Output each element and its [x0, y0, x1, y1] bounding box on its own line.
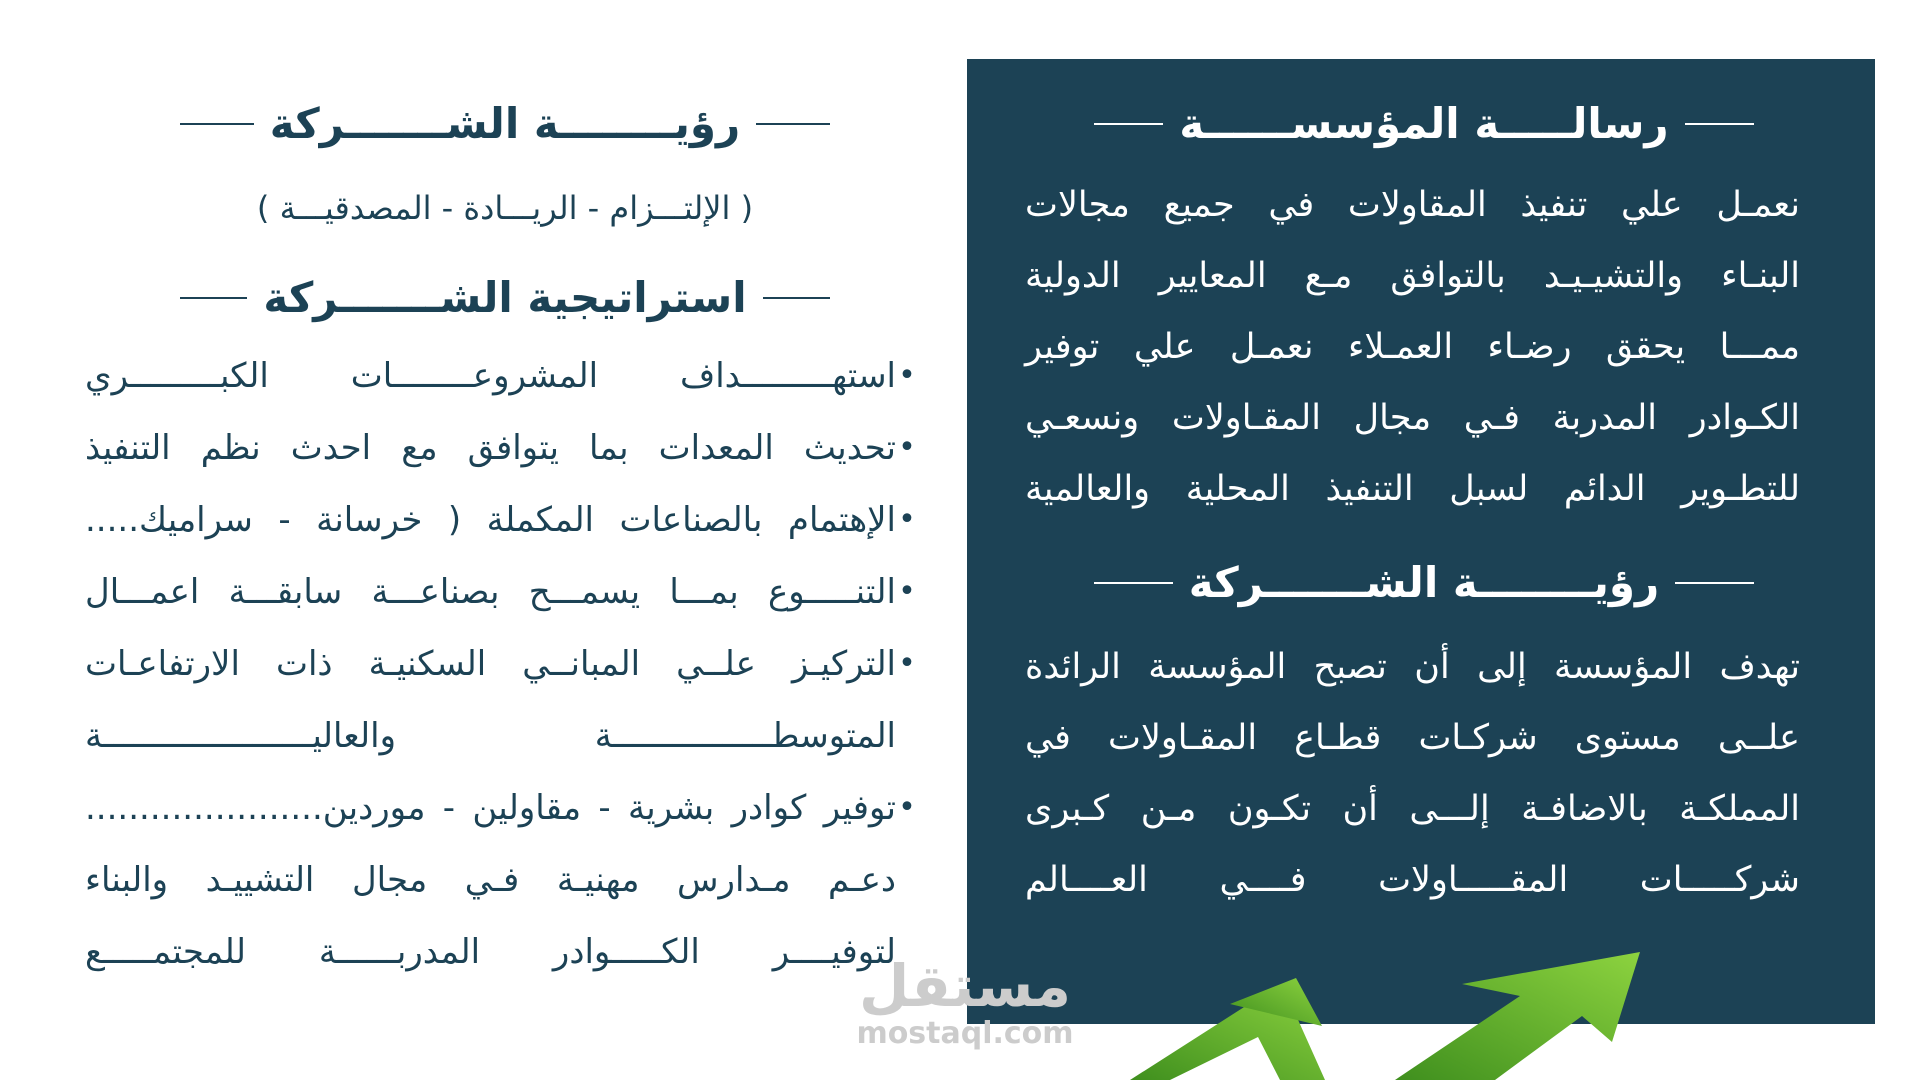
strategy-item-text: استهـــــــــداف المشروعــــــــات الكبـــــــــري [85, 356, 896, 396]
strategy-title: استراتيجية الشـــــــركة [263, 273, 747, 322]
strategy-item [85, 340, 918, 412]
company-values: ( الإلتـــزام - الريـــادة - المصدقيـــة ) [256, 189, 754, 227]
strategy-item-text: تحديث المعدات بما يتوافق مع احدث نظم التنفيذ [85, 428, 896, 468]
growth-arrows [1100, 940, 1700, 1080]
strategy-item-text: الإهتمام بالصناعات المكملة ( خرسانة - سراميك..... [85, 500, 896, 540]
heading-rule [1094, 123, 1163, 125]
strategy-item [85, 844, 918, 916]
mission-text [1025, 170, 1800, 525]
strategy-item [85, 556, 918, 628]
growth-arrow-icon [1395, 952, 1640, 1080]
strategy-item-continuation [85, 700, 918, 772]
strategy-item-text: التنـــــوع بمـــا يسمـــح بصناعـــة سابقـــة اعمـــال [85, 572, 896, 612]
vision-title-right: رؤيــــــــة الشـــــــركة [1188, 558, 1660, 607]
watermark-logo: مستقل [858, 952, 1072, 1020]
vision-heading-right [1094, 558, 1754, 608]
bullet: • [898, 790, 916, 825]
mission-line: للتطـوير الدائم لسبل التنفيذ المحلية والعالمية [1025, 469, 1800, 509]
strategy-item-text: توفير كوادر بشرية - مقاولين - موردين...................... [85, 788, 896, 828]
strategy-list [85, 340, 918, 988]
watermark-url: mostaql.com [856, 1016, 1074, 1051]
vision-line: المملكـة بالاضافـة إلـــى أن تكـون مـن كـبرى [1025, 789, 1800, 829]
strategy-item-continuation [85, 916, 918, 988]
vision-heading-left [180, 99, 830, 149]
heading-rule [763, 297, 830, 299]
heading-rule [756, 123, 830, 125]
vision-text [1025, 632, 1800, 916]
mission-line: نعمـل علي تنفيذ المقاولات في جميع مجالات [1025, 185, 1800, 225]
heading-rule [180, 123, 254, 125]
strategy-heading [180, 273, 830, 323]
vision-line: تهدف المؤسسة إلى أن تصبح المؤسسة الرائدة [1025, 647, 1800, 687]
watermark [840, 952, 1090, 1051]
heading-rule [180, 297, 247, 299]
strategy-item-text: المتوسطــــــــــــــــة والعاليـــــــــــــــــــــة [85, 716, 896, 756]
vision-title-left: رؤيــــــــة الشـــــــركة [269, 99, 741, 148]
strategy-item-text: لتوفيــــر الكـــــوادر المدربــــــة للمجتمـــــع [85, 932, 896, 972]
bullet: • [898, 358, 916, 393]
heading-rule [1675, 582, 1754, 584]
strategy-item-text: دعـم مـدارس مهنيـة فـي مجال التشييـد والبناء [85, 860, 896, 900]
mission-line: ممـــا يحقق رضـاء العمـلاء نعمـل علي توفير [1025, 327, 1800, 367]
mission-heading [1094, 99, 1754, 149]
strategy-item-text: التركيـز علــي المبانــي السكنيـة ذات الارتفاعـات [85, 644, 896, 684]
heading-rule [1685, 123, 1754, 125]
bullet: • [898, 646, 916, 681]
strategy-item [85, 412, 918, 484]
growth-arrow-icon [1130, 978, 1325, 1080]
strategy-item [85, 628, 918, 700]
vision-line: علــى مستوى شركـات قطـاع المقـاولات في [1025, 718, 1800, 758]
mission-line: الكـوادر المدربة فـي مجال المقـاولات ونسعـي [1025, 398, 1800, 438]
strategy-item [85, 772, 918, 844]
bullet: • [898, 574, 916, 609]
heading-rule [1094, 582, 1173, 584]
mission-title: رسالـــــة المؤسســــــة [1179, 99, 1669, 148]
bullet: • [898, 430, 916, 465]
strategy-item [85, 484, 918, 556]
mission-line: البنـاء والتشيـيـد بالتوافق مـع المعايير الدولية [1025, 256, 1800, 296]
bullet: • [898, 502, 916, 537]
vision-line: شركـــــات المقـــــاولات فــــي العــــالم [1025, 860, 1800, 900]
